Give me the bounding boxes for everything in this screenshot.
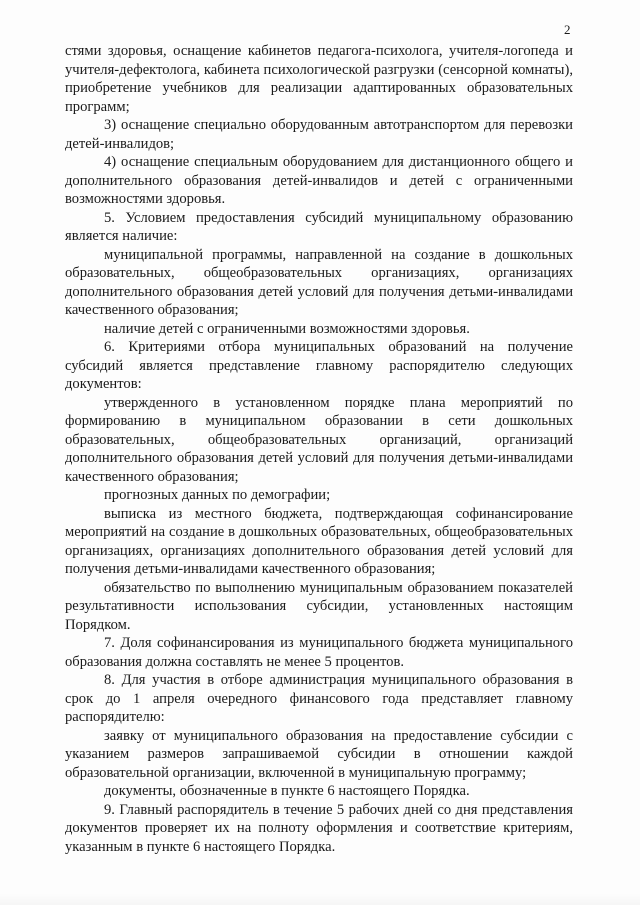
document-body: [65, 42, 573, 856]
paragraph-clause-9: 9. Главный распорядитель в течение 5 рабочих дней со дня представления документов проверяет их на полноту оформления и соответствие критериям, указанным в пункте 6 настоящего Порядка.: [65, 801, 573, 855]
paragraph-clause-5-program: муниципальной программы, направленной на создание в дошкольных образовательных, общеобразовательных организациях, организациях дополнительного образования детей условий для получения детьми-инвалидами качественного образования;: [65, 246, 573, 318]
paragraph-clause-8-application: заявку от муниципального образования на предоставление субсидии с указанием размеров запрашиваемой субсидии в отношении каждой образовательной организации, включенной в муниципальную программу;: [65, 727, 573, 781]
scan-edge-shadow: [0, 893, 640, 905]
paragraph-clause-6-obligation: обязательство по выполнению муниципальным образованием показателей результативности использования субсидии, установленных настоящим Порядком.: [65, 579, 573, 633]
paragraph-clause-8-documents: документы, обозначенные в пункте 6 настоящего Порядка.: [104, 783, 470, 799]
paragraph-clause-8: 8. Для участия в отборе администрация муниципального образования в срок до 1 апреля очередного финансового года представляет главному распорядителю:: [65, 672, 573, 725]
paragraph-clause-6-demography: прогнозных данных по демографии;: [104, 487, 331, 503]
page-number: 2: [564, 22, 571, 37]
paragraph-continuation: стями здоровья, оснащение кабинетов педагога-психолога, учителя-логопеда и учителя-дефектолога, кабинета психологической разгрузки (сенсорной комнаты), приобретение учебников для реализации адаптированных образовательных программ;: [65, 43, 573, 115]
paragraph-clause-7: 7. Доля софинансирования из муниципального бюджета муниципального образования должна составлять не менее 5 процентов.: [65, 635, 573, 670]
paragraph-clause-6: 6. Критериями отбора муниципальных образований на получение субсидий является представление главному распорядителю следующих документов:: [65, 339, 573, 392]
paragraph-clause-6-plan: утвержденного в установленном порядке плана мероприятий по формированию в муниципальном образовании в сети дошкольных образовательных, общеобразовательных организаций, организаций дополнительного образования детей условий для получения детьми-инвалидами качественного образования;: [65, 394, 573, 485]
paragraph-item-3: 3) оснащение специально оборудованным автотранспортом для перевозки детей-инвалидов;: [65, 117, 573, 152]
paragraph-clause-6-budget: выписка из местного бюджета, подтверждающая софинансирование мероприятий на создание в дошкольных образовательных, общеобразовательных организациях, организациях дополнительного образования детей условий для получения детьми-инвалидами качественного образования;: [65, 505, 573, 577]
paragraph-clause-5: 5. Условием предоставления субсидий муниципальному образованию является наличие:: [65, 209, 573, 244]
paragraph-item-4: 4) оснащение специальным оборудованием для дистанционного общего и дополнительного образования детей-инвалидов и детей с ограниченными возможностями здоровья.: [65, 154, 573, 207]
paragraph-clause-5-children: наличие детей с ограниченными возможностями здоровья.: [104, 320, 470, 337]
